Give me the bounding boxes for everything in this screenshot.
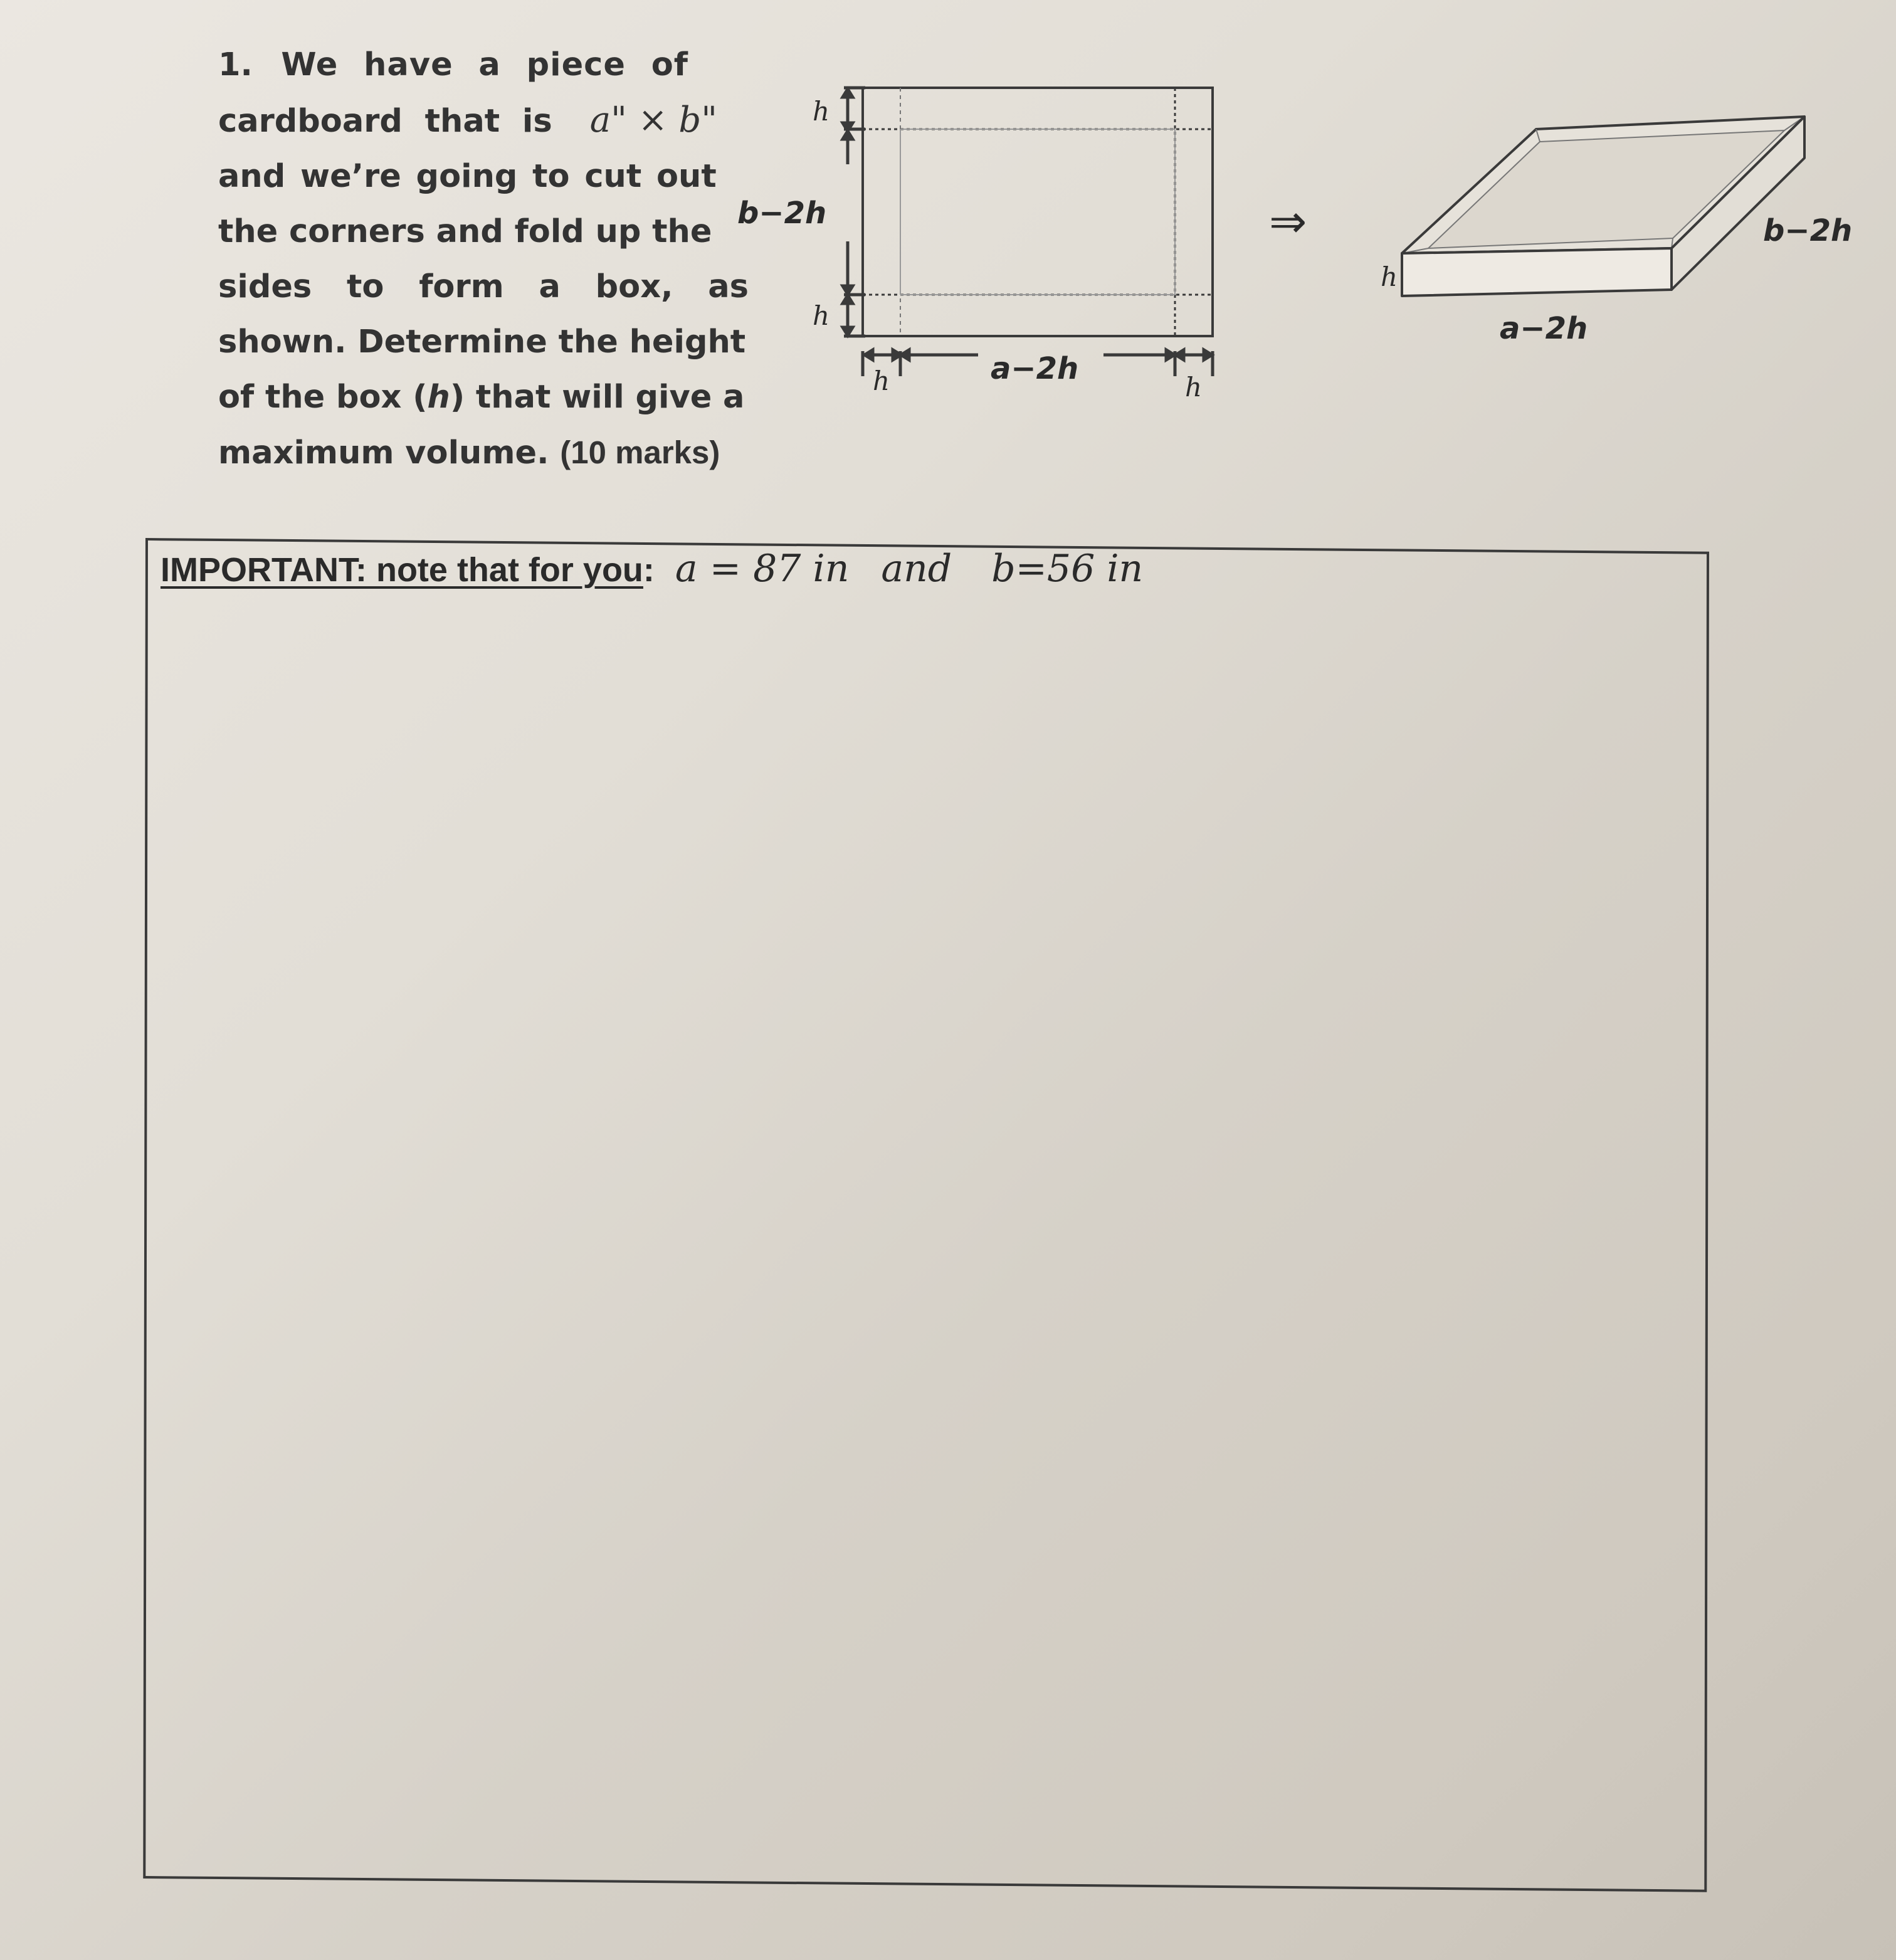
box-diagram	[1402, 117, 1804, 296]
problem-number: 1.	[218, 46, 253, 83]
problem-line-2-text: cardboard that is	[218, 103, 552, 140]
and-word: and	[881, 547, 952, 591]
a-value: a = 87 in	[675, 547, 850, 591]
flat-cardboard-diagram	[843, 88, 1213, 376]
problem-line-7-end: ) that will give a	[450, 379, 745, 416]
marks-label: (10 marks)	[560, 435, 720, 470]
problem-line-5: sides to form a box, as	[218, 268, 749, 305]
flat-diagram-labels	[737, 96, 1202, 403]
h-symbol: h	[427, 379, 450, 416]
dimension-expression: a" × b"	[589, 100, 718, 140]
important-colon: :	[643, 551, 655, 589]
cardboard-outline	[863, 88, 1213, 336]
flat-label-h-top: h	[813, 96, 830, 127]
flat-label-a-minus-2h: a−2h	[991, 351, 1079, 386]
flat-label-h-right: h	[1185, 372, 1203, 403]
transform-arrow: ⇒	[1269, 195, 1307, 248]
box-front-face	[1402, 248, 1672, 296]
answer-box[interactable]	[143, 538, 1709, 1892]
problem-line-8-text: maximum volume.	[218, 435, 549, 472]
flat-label-h-bottom: h	[813, 300, 830, 331]
problem-line-6: shown. Determine the height	[218, 324, 746, 361]
problem-line-7-start: of the box (	[218, 379, 428, 416]
b-value: b=56 in	[991, 547, 1144, 591]
important-note	[161, 547, 1143, 591]
box-label-h: h	[1381, 261, 1398, 292]
flat-label-h-left: h	[873, 366, 890, 396]
box-label-b-minus-2h: b−2h	[1763, 213, 1853, 248]
box-label-a-minus-2h: a−2h	[1500, 311, 1588, 346]
problem-line-4: the corners and fold up the	[218, 213, 712, 250]
flat-label-b-minus-2h: b−2h	[737, 196, 827, 231]
problem-line-1-text: We have a piece of	[281, 46, 688, 83]
problem-line-3: and we’re going to cut out	[218, 158, 717, 195]
important-label: IMPORTANT: note that for you	[161, 551, 643, 589]
